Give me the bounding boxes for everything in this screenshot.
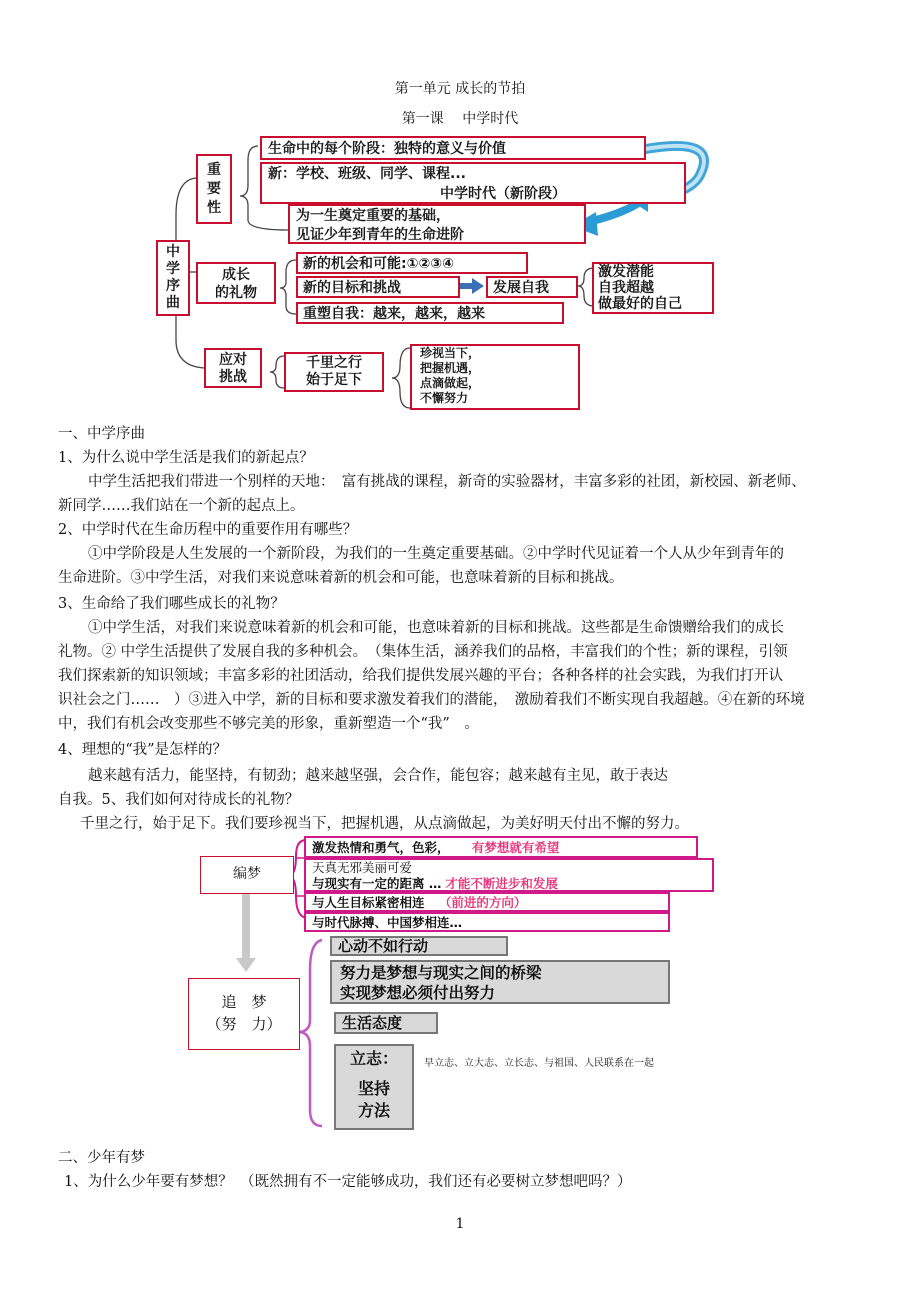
challenge-actions: 珍视当下， 把握机遇， 点滴做起， 不懈努力: [410, 344, 580, 410]
chase-item-bridge: 努力是梦想与现实之间的桥梁 实现梦想必须付出努力: [330, 960, 670, 1004]
answer-5-line-1: 千里之行，始于足下。我们要珍视当下，把握机遇，从点滴做起，为美好明天付出不懈的努力。: [80, 816, 689, 832]
section1-heading: 一、中学序曲: [58, 426, 145, 442]
ambition-box: [334, 1044, 414, 1130]
dream-item-3: 与人生目标紧密相连 （前进的方向）: [304, 892, 670, 912]
importance-item-3: 为一生奠定重要的基础， 见证少年到青年的生命进阶: [288, 204, 586, 244]
dream-item-1: 激发热情和勇气，色彩， 有梦想就有希望: [304, 836, 698, 858]
dream-item-4: 与时代脉搏、中国梦相连…: [304, 912, 670, 932]
ambition-note: 早立志、立大志、立长志、与祖国、人民联系在一起: [424, 1058, 654, 1069]
page-number: 1: [455, 1216, 465, 1232]
section2-heading: 二、少年有梦: [58, 1150, 145, 1166]
chase-label-box: [188, 978, 300, 1050]
answer-3-line-2: 礼物。② 中学生活提供了发展自我的多种机会。 （集体生活，涵养我们的品格，丰富我们的个性；新的课程，引领: [58, 644, 788, 660]
chase-item-attitude: 生活态度: [334, 1012, 438, 1034]
root-label: 中 学 序 曲: [166, 244, 180, 311]
answer-4-line-2: 自我。5、我们如何对待成长的礼物？: [58, 792, 300, 808]
gift-item-reshape: 重塑自我：越来，越来，越来: [296, 302, 564, 324]
question-4: 4、理想的“我”是怎样的？: [58, 742, 228, 758]
branch-importance-label: 重 要 性: [207, 162, 221, 216]
importance-item-2: 新：学校、班级、同学、课程... 中学时代（新阶段）: [260, 162, 686, 204]
answer-1-line-2: 新同学……我们站在一个新的起点上。: [58, 498, 305, 514]
gift-item-target: 新的目标和挑战: [296, 276, 460, 298]
answer-2-line-1: ①中学阶段是人生发展的一个新阶段，为我们的一生奠定重要基础。②中学时代见证着一个人从少年到青年的: [88, 546, 784, 562]
question-2: 2、中学时代在生命历程中的重要作用有哪些？: [58, 522, 358, 538]
chase-label: 追 梦 （努 力）: [206, 993, 282, 1033]
answer-4-line-1: 越来越有活力，能坚持，有韧劲；越来越坚强，会合作，能包容；越来越有主见，敢于表达: [88, 768, 668, 784]
answer-2-line-2: 生命进阶。③中学生活，对我们来说意味着新的机会和可能，也意味着新的目标和挑战。: [58, 570, 624, 586]
chase-item-action: 心动不如行动: [330, 936, 508, 956]
answer-3-line-5: 中，我们有机会改变那些不够完美的形象，重新塑造一个“我” 。: [58, 716, 479, 732]
answer-3-line-3: 我们探索新的知识领域；丰富多彩的社团活动，给我们提供发展兴趣的平台；各种各样的社会实践，为我们打开认: [58, 668, 783, 684]
unit-title: 第一单元 成长的节拍: [394, 81, 526, 97]
answer-3-line-1: ①中学生活，对我们来说意味着新的机会和可能，也意味着新的目标和挑战。这些都是生命馈赠给我们的成长: [88, 620, 784, 636]
lesson-title: 第一课 中学时代: [401, 111, 519, 127]
ambition-label: 立志：: [349, 1049, 398, 1068]
question-3: 3、生命给了我们哪些成长的礼物？: [58, 596, 285, 612]
answer-1-line-1: 中学生活把我们带进一个别样的天地： 富有挑战的课程，新奇的实验器材，丰富多彩的社团，新校园、新老师、: [88, 474, 806, 490]
question-1: 1、为什么说中学生活是我们的新起点？: [58, 450, 314, 466]
dream-item-2: 天真无邪美丽可爱 与现实有一定的距离 … 才能不断进步和发展: [304, 858, 714, 892]
challenge-item: 千里之行 始于足下: [284, 352, 384, 392]
gift-outcomes: 激发潜能 自我超越 做最好的自己: [592, 262, 714, 314]
dream-label: 编梦: [233, 866, 261, 882]
branch-gift-label: 成长 的礼物: [215, 267, 257, 301]
dream-label-box: [200, 856, 294, 894]
section2-question-1: 1、为什么少年要有梦想？ （既然拥有不一定能够成功，我们还有必要树立梦想吧吗？）: [64, 1174, 632, 1190]
method-label: 坚持 方法: [357, 1079, 390, 1120]
gift-item-develop: 发展自我: [486, 276, 578, 298]
gift-item-opportunity: 新的机会和可能:①②③④: [296, 252, 528, 274]
answer-3-line-4: 识社会之门…… ）③进入中学，新的目标和要求激发着我们的潜能， 激励着我们不断实现自我超越。④在新的环境: [58, 692, 805, 708]
branch-challenge-label: 应对 挑战: [219, 352, 247, 385]
importance-item-1: 生命中的每个阶段：独特的意义与价值: [260, 136, 646, 160]
